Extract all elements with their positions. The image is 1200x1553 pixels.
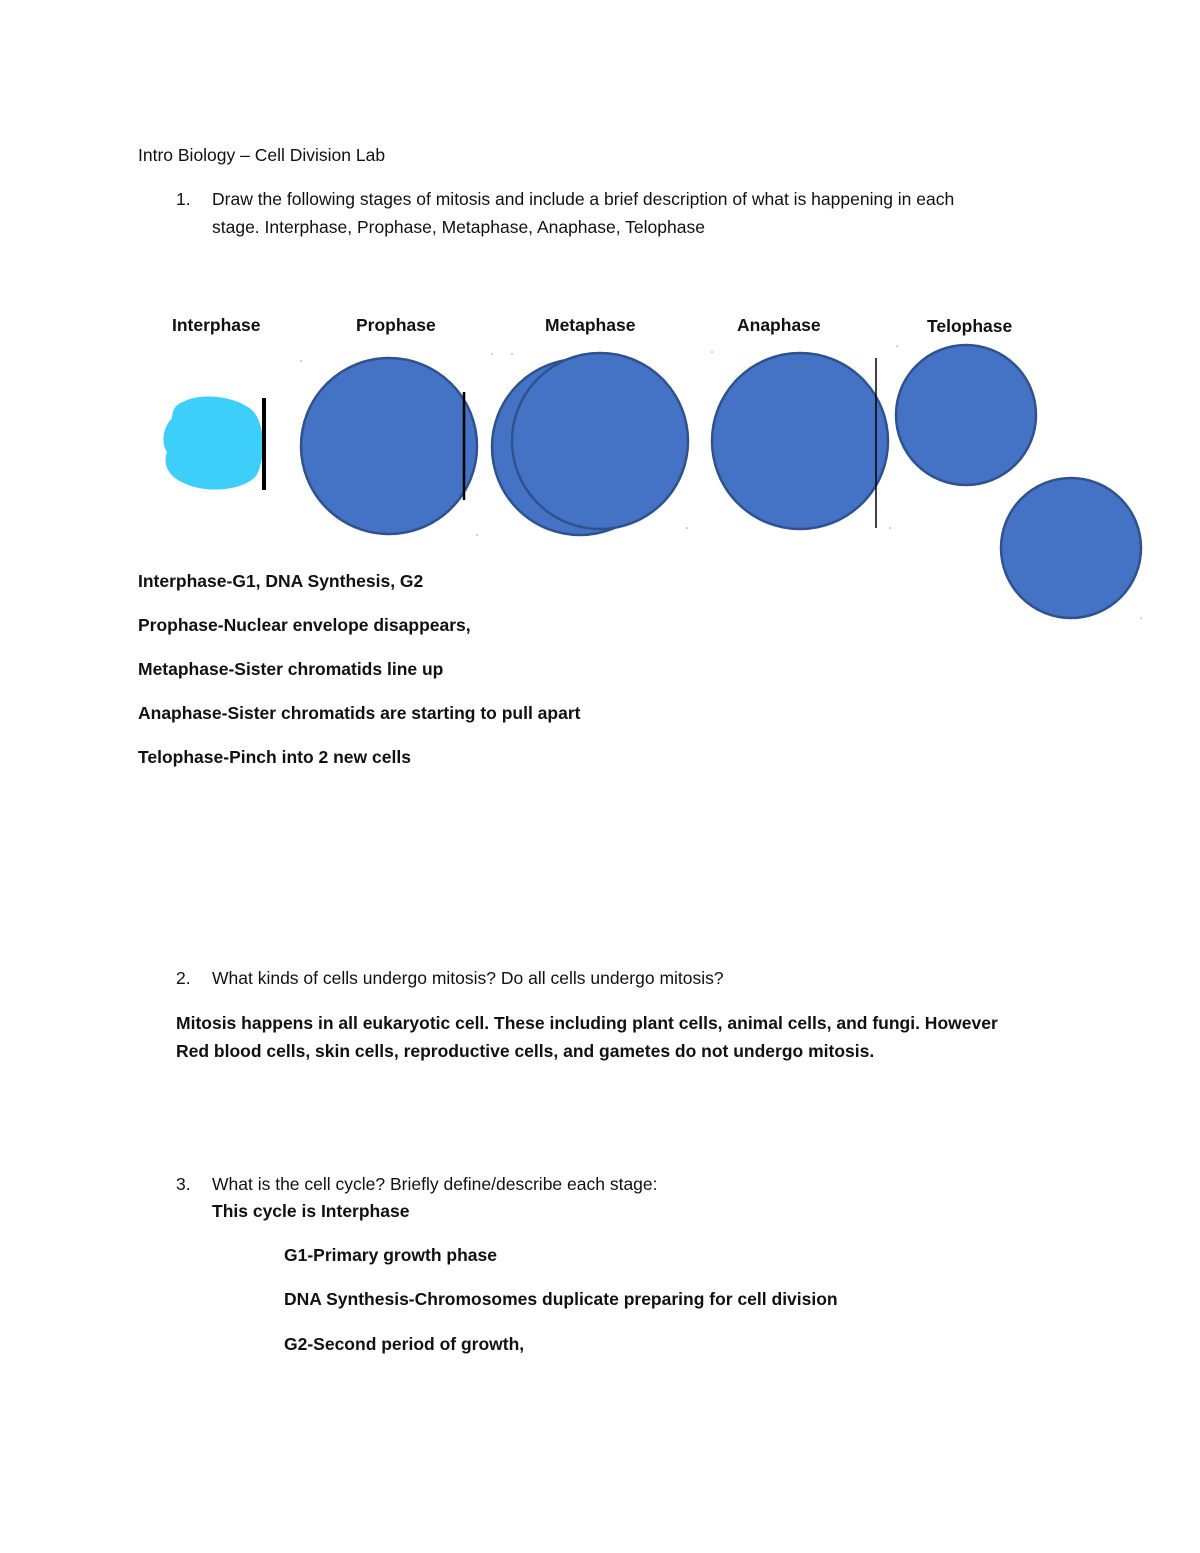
question-1-line-1: Draw the following stages of mitosis and include a brief description of what is happening in each bbox=[212, 189, 955, 209]
question-1-line-2: stage. Interphase, Prophase, Metaphase, Anaphase, Telophase bbox=[212, 217, 705, 237]
stage-label-anaphase: Anaphase bbox=[737, 315, 821, 335]
telophase-cells bbox=[896, 345, 1142, 619]
stage-description-prophase: Prophase-Nuclear envelope disappears, bbox=[138, 615, 471, 635]
question-2-answer-line-2: Red blood cells, skin cells, reproductive cells, and gametes do not undergo mitosis. bbox=[176, 1041, 875, 1061]
interphase-cell bbox=[163, 396, 264, 490]
prophase-cell bbox=[300, 358, 478, 536]
stage-description-metaphase: Metaphase-Sister chromatids line up bbox=[138, 659, 444, 679]
question-2-answer-line-1: Mitosis happens in all eukaryotic cell. These including plant cells, animal cells, and fungi. However bbox=[176, 1013, 998, 1033]
question-3-answer-intro: This cycle is Interphase bbox=[212, 1201, 410, 1221]
metaphase-cell bbox=[491, 353, 688, 535]
stage-label-telophase: Telophase bbox=[927, 316, 1013, 336]
question-3-number: 3. bbox=[176, 1174, 191, 1194]
page-title: Intro Biology – Cell Division Lab bbox=[138, 145, 386, 165]
question-2-text: What kinds of cells undergo mitosis? Do all cells undergo mitosis? bbox=[212, 968, 724, 988]
stage-description-interphase: Interphase-G1, DNA Synthesis, G2 bbox=[138, 571, 424, 591]
stage-label-prophase: Prophase bbox=[356, 315, 436, 335]
stage-label-metaphase: Metaphase bbox=[545, 315, 636, 335]
question-2-number: 2. bbox=[176, 968, 191, 988]
question-3-item-g2: G2-Second period of growth, bbox=[284, 1334, 525, 1354]
anaphase-cell bbox=[711, 351, 891, 529]
question-1-number: 1. bbox=[176, 189, 191, 209]
stage-description-telophase: Telophase-Pinch into 2 new cells bbox=[138, 747, 411, 767]
stage-label-interphase: Interphase bbox=[172, 315, 261, 335]
question-3-item-g1: G1-Primary growth phase bbox=[284, 1245, 497, 1265]
stage-description-anaphase: Anaphase-Sister chromatids are starting to pull apart bbox=[138, 703, 581, 723]
question-3-text: What is the cell cycle? Briefly define/describe each stage: bbox=[212, 1174, 658, 1194]
question-3-item-dna-synthesis: DNA Synthesis-Chromosomes duplicate preparing for cell division bbox=[284, 1289, 838, 1309]
